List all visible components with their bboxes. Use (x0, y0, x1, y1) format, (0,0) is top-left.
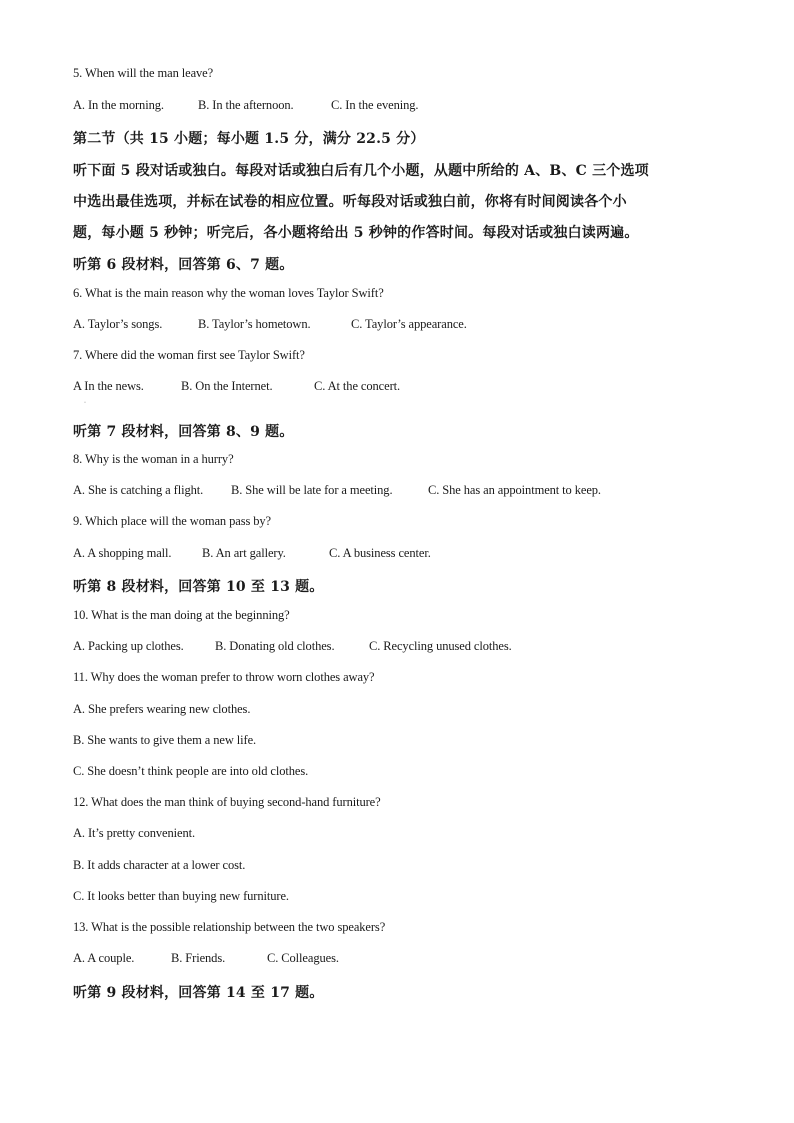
q10-option-b: B. Donating old clothes. (215, 639, 335, 653)
q9-options (73, 546, 431, 561)
material8-heading: 听第 8 段材料，回答第 10 至 13 题。 (73, 579, 324, 595)
q12-stem: 12. What does the man think of buying second-hand furniture? (73, 795, 381, 809)
q8-option-c: C. She has an appointment to keep. (428, 483, 601, 497)
q11-option-a: A. She prefers wearing new clothes. (73, 702, 251, 716)
q6-option-c: C. Taylor’s appearance. (351, 317, 467, 331)
q13-options (73, 951, 339, 966)
section2-instructions-line-2: 中选出最佳选项，并标在试卷的相应位置。听每段对话或独白前，你将有时间阅读各个小 (73, 194, 627, 210)
q7-option-b: B. On the Internet. (181, 379, 273, 393)
q5-options (73, 98, 418, 113)
q10-stem: 10. What is the man doing at the beginning? (73, 608, 290, 622)
q5-option-a: A. In the morning. (73, 98, 164, 112)
q7-option-a: A In the news. (73, 379, 144, 393)
material7-heading: 听第 7 段材料，回答第 8、9 题。 (73, 424, 294, 440)
q6-stem: 6. What is the main reason why the woman loves Taylor Swift? (73, 286, 384, 300)
q8-option-b: B. She will be late for a meeting. (231, 483, 393, 497)
q11-option-c: C. She doesn’t think people are into old clothes. (73, 764, 309, 778)
q10-option-c: C. Recycling unused clothes. (369, 639, 512, 653)
stray-dot: · (84, 400, 86, 406)
q11-stem: 11. Why does the woman prefer to throw worn clothes away? (73, 670, 375, 684)
q5-stem: 5. When will the man leave? (73, 66, 214, 80)
material9-heading: 听第 9 段材料，回答第 14 至 17 题。 (73, 985, 324, 1001)
q9-stem: 9. Which place will the woman pass by? (73, 514, 272, 528)
q13-option-a: A. A couple. (73, 951, 135, 965)
q6-option-a: A. Taylor’s songs. (73, 317, 163, 331)
q7-stem: 7. Where did the woman first see Taylor Swift? (73, 348, 305, 362)
q10-options (73, 639, 512, 654)
material6-heading: 听第 6 段材料，回答第 6、7 题。 (73, 257, 294, 273)
q12-option-a: A. It’s pretty convenient. (73, 826, 196, 840)
section2-heading: 第二节（共 15 小题；每小题 1.5 分，满分 22.5 分） (73, 131, 425, 147)
q9-option-c: C. A business center. (329, 546, 431, 560)
q5-option-c: C. In the evening. (331, 98, 419, 112)
q13-option-b: B. Friends. (171, 951, 226, 965)
section2-instructions-line-1: 听下面 5 段对话或独白。每段对话或独白后有几个小题，从题中所给的 A、B、C 三个选项 (73, 163, 649, 179)
q6-options (73, 317, 467, 332)
q9-option-b: B. An art gallery. (202, 546, 286, 560)
q6-option-b: B. Taylor’s hometown. (198, 317, 311, 331)
q8-stem: 8. Why is the woman in a hurry? (73, 452, 234, 466)
q9-option-a: A. A shopping mall. (73, 546, 172, 560)
q8-option-a: A. She is catching a flight. (73, 483, 204, 497)
q13-stem: 13. What is the possible relationship between the two speakers? (73, 920, 386, 934)
section2-instructions-line-3: 题，每小题 5 秒钟；听完后，各小题将给出 5 秒钟的作答时间。每段对话或独白读两遍。 (73, 225, 639, 241)
q10-option-a: A. Packing up clothes. (73, 639, 184, 653)
q13-option-c: C. Colleagues. (267, 951, 339, 965)
q5-option-b: B. In the afternoon. (198, 98, 294, 112)
q7-options (73, 379, 400, 394)
q12-option-b: B. It adds character at a lower cost. (73, 858, 246, 872)
q8-options (73, 483, 601, 498)
q11-option-b: B. She wants to give them a new life. (73, 733, 257, 747)
q7-option-c: C. At the concert. (314, 379, 401, 393)
q12-option-c: C. It looks better than buying new furniture. (73, 889, 289, 903)
